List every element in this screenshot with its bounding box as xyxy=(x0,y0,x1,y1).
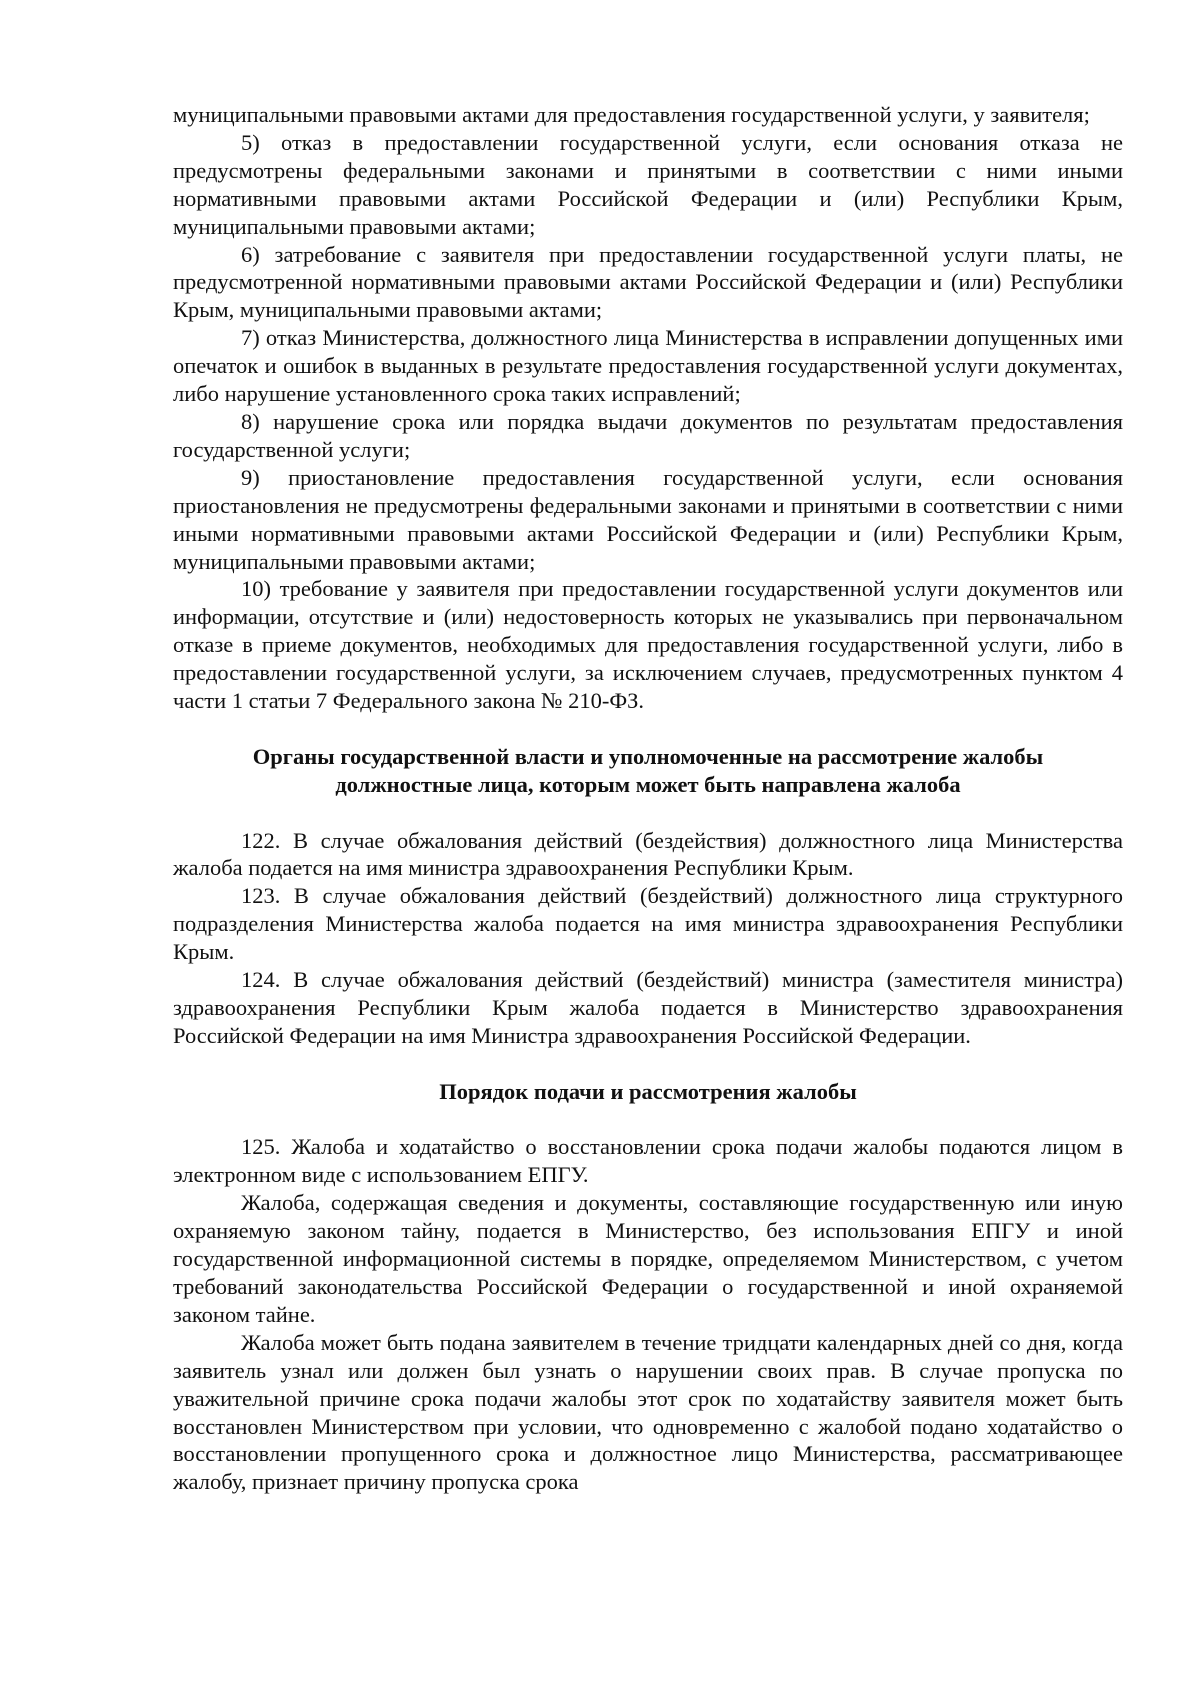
paragraph-deadline: Жалоба может быть подана заявителем в течение тридцати календарных дней со дня, когда заявитель узнал или должен был узнать о нарушении своих прав. В случае пропуска по уважительной причине срока подачи жалобы этот срок по ходатайству заявителя может быть восстановлен Министерством при условии, что одновременно с жалобой подано ходатайство о восстановлении пропущенного срока и должностное лицо Министерства, рассматривающее жалобу, признает причину пропуска срока xyxy=(173,1329,1123,1495)
list-item-10: 10) требование у заявителя при предоставлении государственной услуги документов или информации, отсутствие и (или) недостоверность которых не указывались при первоначальном отказе в приеме документов, необходимых для предоставления государственной услуги, либо в предоставлении государственной услуги, за исключением случаев, предусмотренных пунктом 4 части 1 статьи 7 Федерального закона № 210-ФЗ. xyxy=(173,576,1123,714)
list-item-7: 7) отказ Министерства, должностного лица Министерства в исправлении допущенных ими опечаток и ошибок в выданных в результате предоставления государственной услуги документах, либо нарушение установленного срока таких исправлений; xyxy=(173,325,1123,407)
spacer xyxy=(173,1050,1123,1078)
spacer xyxy=(173,715,1123,743)
paragraph-continuation: муниципальными правовыми актами для предоставления государственной услуги, у заявителя; xyxy=(173,102,1090,127)
section-heading-authorities xyxy=(173,743,1123,799)
list-item-5: 5) отказ в предоставлении государственной услуги, если основания отказа не предусмотрены федеральными законами и принятыми в соответствии с ними иными нормативными правовыми актами Российской Федерации и (или) Республики Крым, муниципальными правовыми актами; xyxy=(173,129,1123,239)
list-item-6: 6) затребование с заявителя при предоставлении государственной услуги платы, не предусмотренной нормативными правовыми актами Российской Федерации и (или) Республики Крым, муниципальными правовыми актами; xyxy=(173,241,1123,323)
paragraph-123: 123. В случае обжалования действий (бездействий) должностного лица структурного подразделения Министерства жалоба подается на имя министра здравоохранения Республики Крым. xyxy=(173,883,1123,965)
list-item-9: 9) приостановление предоставления государственной услуги, если основания приостановления не предусмотрены федеральными законами и принятыми в соответствии с ними иными нормативными правовыми актами Российской Федерации и (или) Республики Крым, муниципальными правовыми актами; xyxy=(173,464,1123,574)
paragraph-124: 124. В случае обжалования действий (бездействий) министра (заместителя министра) здравоохранения Республики Крым жалоба подается в Министерство здравоохранения Российской Федерации на имя Министра здравоохранения Российской Федерации. xyxy=(173,967,1123,1048)
paragraph-125: 125. Жалоба и ходатайство о восстановлении срока подачи жалобы подаются лицом в электронном виде с использованием ЕПГУ. xyxy=(173,1134,1123,1188)
list-item-8: 8) нарушение срока или порядка выдачи документов по результатам предоставления государственной услуги; xyxy=(173,408,1123,462)
paragraph-122: 122. В случае обжалования действий (бездействия) должностного лица Министерства жалоба подается на имя министра здравоохранения Республики Крым. xyxy=(173,827,1123,881)
spacer xyxy=(173,1106,1123,1134)
paragraph-secret-complaint: Жалоба, содержащая сведения и документы, составляющие государственную или иную охраняемую законом тайну, подается в Министерство, без использования ЕПГУ и иной государственной информационной системы в порядке, определяемом Министерством, с учетом требований законодательства Российской Федерации о государственной и иной охраняемой законом тайне. xyxy=(173,1190,1123,1327)
document-body xyxy=(173,101,1123,1496)
section-heading-procedure: Порядок подачи и рассмотрения жалобы xyxy=(439,1078,857,1104)
section-heading-authorities-line-2: должностные лица, которым может быть направлена жалоба xyxy=(335,771,961,797)
spacer xyxy=(173,799,1123,827)
section-heading-authorities-line-1: Органы государственной власти и уполномоченные на рассмотрение жалобы xyxy=(252,743,1044,769)
